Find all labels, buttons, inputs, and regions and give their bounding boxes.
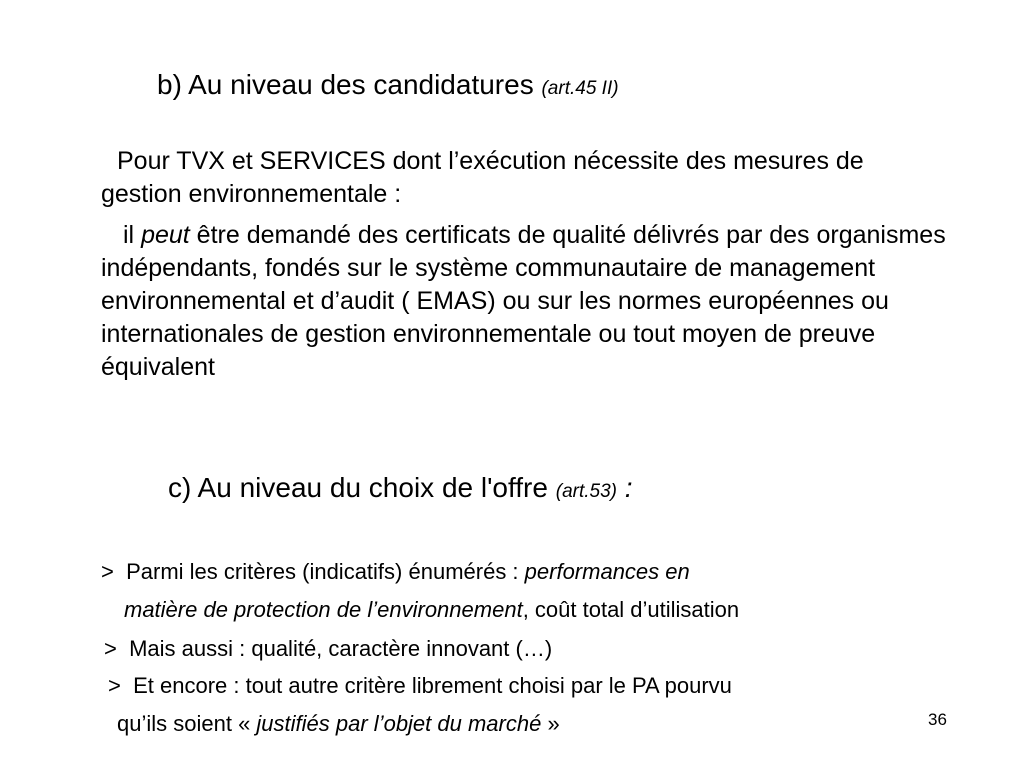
bullet-et-encore-line2: qu’ils soient « justifiés par l’objet du marché » (117, 711, 560, 736)
section-b-article-ref: (art.45 II) (541, 78, 619, 99)
bullet-marker: > (104, 636, 117, 661)
section-b-title: b) Au niveau des candidatures (157, 69, 534, 100)
section-c-article-ref: (art.53) (555, 481, 617, 502)
bullet-criteres-line2: matière de protection de l’environnement, coût total d’utilisation (124, 597, 740, 622)
para2-post: être demandé des certificats de qualité délivrés par des organismes indépendants, fondés sur le système communautaire de management environnemental et d’audit ( EMAS) ou sur les normes européennes ou internationales de gestion environnementale ou tout moyen de preuve équivalent (101, 221, 946, 381)
bullet-marker: > (101, 559, 114, 584)
paragraph-certificats (101, 219, 961, 384)
section-c-colon: : (624, 472, 633, 503)
bullet-mais-aussi: > Mais aussi : qualité, caractère innovant (…) (104, 636, 553, 661)
bullet-marker: > (108, 673, 121, 698)
section-c-title: c) Au niveau du choix de l'offre (168, 472, 548, 503)
para2-peut: peut (141, 221, 190, 249)
para2-pre: il (123, 221, 142, 249)
bullet-et-encore: > Et encore : tout autre critère librement choisi par le PA pourvu (108, 673, 732, 698)
page-number: 36 (928, 710, 947, 729)
section-c-heading (168, 472, 633, 504)
bullet-criteres: > Parmi les critères (indicatifs) énumérés : performances en (101, 559, 690, 584)
paragraph-tvx-services: Pour TVX et SERVICES dont l’exécution nécessite des mesures de gestion environnementale : (101, 147, 864, 208)
section-b-heading (157, 69, 619, 101)
